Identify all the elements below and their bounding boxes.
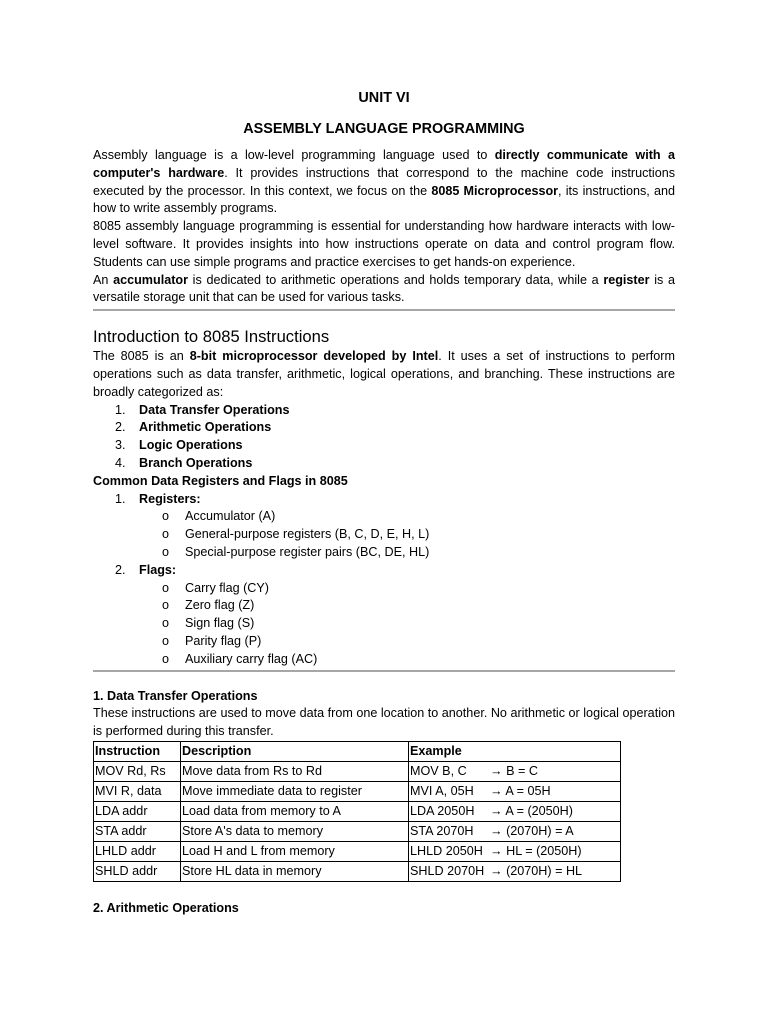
description-cell: Load data from memory to A: [181, 801, 409, 821]
description-cell: Store HL data in memory: [181, 861, 409, 881]
instruction-cell: LDA addr: [94, 801, 181, 821]
intro-paragraph-2: 8085 assembly language programming is essential for understanding how hardware interacts with low-level software. It provides insights into how instructions operate on data and control program flow. Students can use simple programs and practice exercises to get hands-on experience.: [93, 219, 675, 269]
data-transfer-table: [93, 741, 621, 882]
category-item: 2. Arithmetic Operations: [115, 420, 272, 435]
table-row: [94, 841, 621, 861]
data-transfer-paragraph: These instructions are used to move data from one location to another. No arithmetic or logical operation is performed during this transfer.: [93, 706, 675, 739]
intro-paragraph-1: Assembly language is a low-level programming language used to directly communicate with a computer's hardware. It provides instructions that correspond to the machine code instructions executed by the processor. In this context, we focus on the 8085 Microprocessor, its instructions, and how to write assembly programs.: [93, 148, 675, 216]
example-cell: LHLD 2050H → HL = (2050H): [409, 841, 621, 861]
instruction-cell: SHLD addr: [94, 861, 181, 881]
section-divider: [93, 670, 675, 672]
description-cell: Move immediate data to register: [181, 781, 409, 801]
unit-title: UNIT VI: [358, 90, 410, 106]
instruction-cell: STA addr: [94, 821, 181, 841]
table-row: [94, 861, 621, 881]
flag-bullet: o Carry flag (CY): [162, 580, 269, 595]
flags-item: 2. Flags:: [115, 562, 177, 577]
table-row: [94, 801, 621, 821]
register-bullet: o General-purpose registers (B, C, D, E, H, L): [162, 527, 430, 542]
arithmetic-heading: 2. Arithmetic Operations: [93, 900, 239, 915]
category-list: [93, 402, 675, 473]
instruction-cell: MVI R, data: [94, 781, 181, 801]
document-subtitle: ASSEMBLY LANGUAGE PROGRAMMING: [243, 121, 525, 137]
table-row: [94, 761, 621, 781]
description-cell: Move data from Rs to Rd: [181, 761, 409, 781]
registers-flags-heading: Common Data Registers and Flags in 8085: [93, 473, 348, 488]
table-row: [94, 821, 621, 841]
example-cell: MVI A, 05H → A = 05H: [409, 781, 621, 801]
section-divider: [93, 309, 675, 311]
category-item: 4. Branch Operations: [115, 455, 253, 470]
page-content: [93, 88, 675, 918]
register-bullet: o Accumulator (A): [162, 509, 276, 524]
register-bullet: o Special-purpose register pairs (BC, DE, HL): [162, 544, 430, 559]
table-row: [94, 781, 621, 801]
section-heading-intro-8085: Introduction to 8085 Instructions: [93, 327, 330, 347]
registers-flags-list: [93, 491, 675, 669]
flag-bullet: o Sign flag (S): [162, 616, 255, 631]
example-cell: SHLD 2070H → (2070H) = HL: [409, 861, 621, 881]
example-cell: STA 2070H → (2070H) = A: [409, 821, 621, 841]
table-header-cell: Description: [181, 741, 409, 761]
instruction-cell: LHLD addr: [94, 841, 181, 861]
table-header-row: [94, 741, 621, 761]
category-item: 1. Data Transfer Operations: [115, 402, 290, 417]
description-cell: Store A's data to memory: [181, 821, 409, 841]
example-cell: LDA 2050H → A = (2050H): [409, 801, 621, 821]
example-cell: MOV B, C → B = C: [409, 761, 621, 781]
section-intro-paragraph: The 8085 is an 8-bit microprocessor developed by Intel. It uses a set of instructions to perform operations such as data transfer, arithmetic, logical operations, and branching. These instructions are broadly categorized as:: [93, 349, 675, 399]
data-transfer-heading: 1. Data Transfer Operations: [93, 688, 258, 703]
flag-bullet: o Zero flag (Z): [162, 598, 255, 613]
flag-bullet: o Auxiliary carry flag (AC): [162, 651, 318, 666]
intro-paragraph-3: An accumulator is dedicated to arithmetic operations and holds temporary data, while a register is a versatile storage unit that can be used for various tasks.: [93, 272, 675, 305]
category-item: 3. Logic Operations: [115, 438, 243, 453]
table-header-cell: Example: [409, 741, 621, 761]
description-cell: Load H and L from memory: [181, 841, 409, 861]
registers-item: 1. Registers:: [115, 491, 201, 506]
table-header-cell: Instruction: [94, 741, 181, 761]
instruction-cell: MOV Rd, Rs: [94, 761, 181, 781]
flag-bullet: o Parity flag (P): [162, 633, 262, 648]
